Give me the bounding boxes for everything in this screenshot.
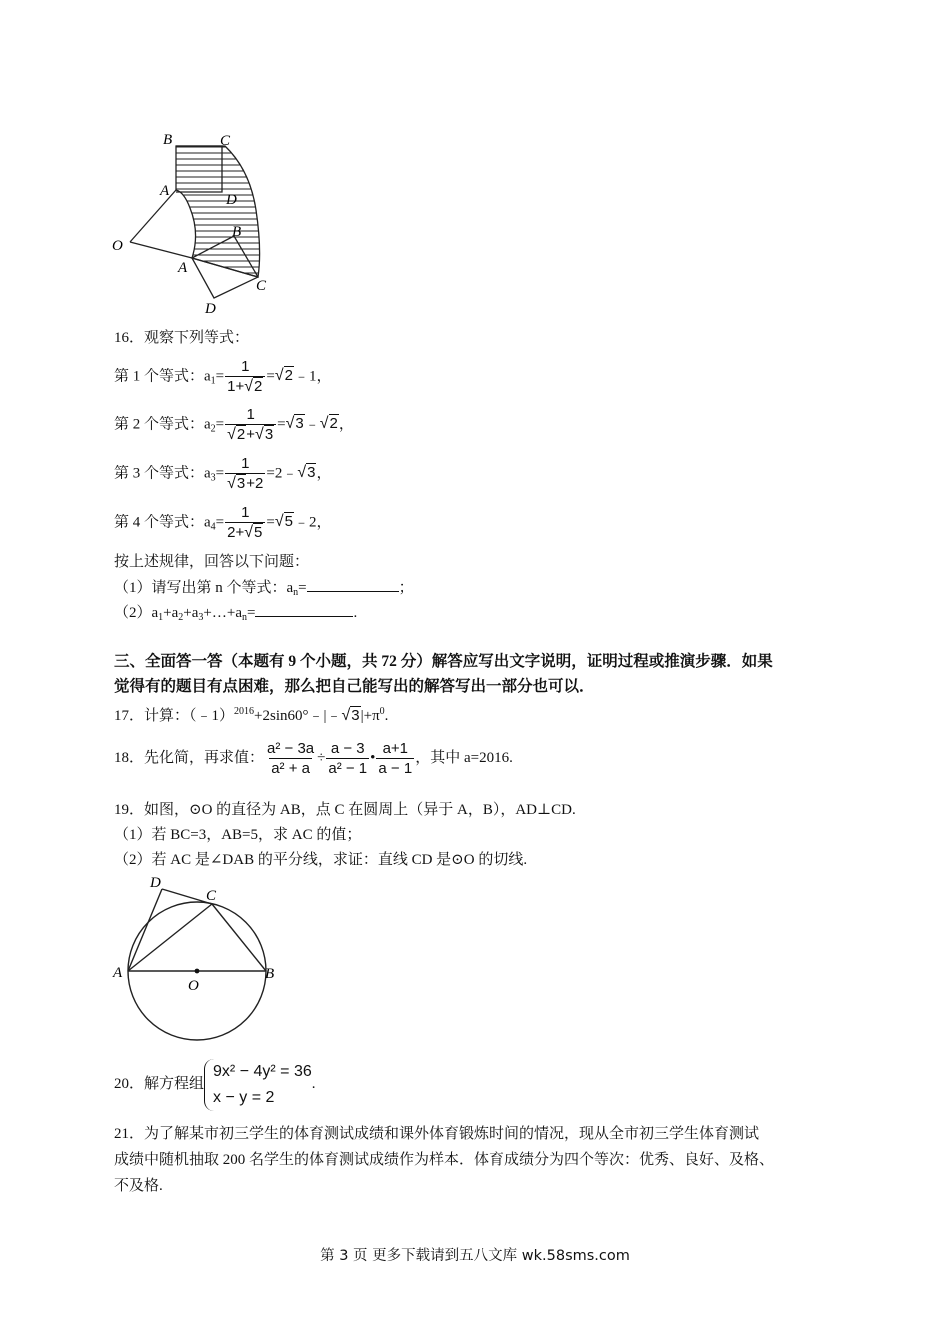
answer-blank-1[interactable] <box>307 577 399 592</box>
q21-line1: 21．为了解某市初三学生的体育测试成绩和课外体育锻炼时间的情况，现从全市初三学生体育测试 <box>114 1126 760 1142</box>
figure-circle-diagram <box>110 870 290 1042</box>
q20: 20．解方程组 9x² − 4y² = 36 x − y = 2 . <box>114 1056 315 1112</box>
section3-heading-line2: 觉得有的题目有点困难，那么把自己能写出的解答写出一部分也可以． <box>114 678 595 695</box>
q16-equation-4: 第 4 个等式：$a_4=$ $\frac{1}{2+√5}$ =√5﹣2， <box>114 504 332 541</box>
q19-line2: （1）若 BC=3，AB=5，求 AC 的值； <box>114 827 362 843</box>
q16-part-1: （1）请写出第 n 个等式：$a_n=$ ； <box>114 577 414 603</box>
q21-line3: 不及格. <box>114 1178 163 1194</box>
answer-blank-2[interactable] <box>255 602 353 617</box>
label-D-bottom: D <box>205 301 216 317</box>
label-B-bottom: B <box>232 224 242 240</box>
q19-line3: （2）若 AC 是∠DAB 的平分线，求证：直线 CD 是⊙O 的切线. <box>114 852 528 868</box>
label-A-bottom: A <box>178 260 188 276</box>
label-C-bottom: C <box>256 278 267 294</box>
label-D: D <box>150 875 161 891</box>
q16-equation-2: 第 2 个等式：$a_2=$ $\frac{1}{√2+√3}$ =√3﹣√2， <box>114 406 354 443</box>
q18: 18．先化简，再求值： $\frac{\text{a² − 3a}}{\text{a² + a}}$ ÷ $\frac{a - 3}{\text{a² − 1}}$ • $\frac{a+1}{a - 1}$ ，其中 a=2016. <box>114 739 513 777</box>
q16-rule: 按上述规律，回答以下问题： <box>114 554 310 570</box>
label-B: B <box>265 966 275 982</box>
label-O: O <box>112 238 123 254</box>
label-O: O <box>188 978 199 994</box>
label-C-top: C <box>220 133 231 149</box>
figure-rotation-diagram <box>108 126 288 322</box>
label-D-top: D <box>226 192 237 208</box>
equation-system: 9x² − 4y² = 36 x − y = 2 <box>204 1059 312 1111</box>
q16-title: 16．观察下列等式： <box>114 330 250 346</box>
q19-line1: 19．如图，⊙O 的直径为 AB，点 C 在圆周上（异于 A，B），AD⊥CD. <box>114 802 576 818</box>
q16-equation-1: 第 1 个等式：$a_1=$ $\frac{1}{1+√2}$ =√2﹣1， <box>114 358 332 395</box>
q16-equation-3: 第 3 个等式：$a_3=$ $\frac{1}{√3+2}$ =2﹣√3， <box>114 455 332 492</box>
q21-line2: 成绩中随机抽取 200 名学生的体育测试成绩作为样本．体育成绩分为四个等次：优秀、良好、及格、 <box>114 1152 775 1168</box>
q17: 17．计算：$(﹣1)^{2016}+2\sin 60^\circ﹣|﹣√3|+\pi^0$. <box>114 706 389 724</box>
q16-part-2: $(2)a_1+a_2+a_3+\dots+a_n=$ . <box>114 602 357 628</box>
page-footer: 第 3 页 更多下载请到五八文库 wk.58sms.com <box>320 1248 630 1264</box>
label-B-top: B <box>163 132 173 148</box>
label-C: C <box>206 888 217 904</box>
section3-heading-line1: 三、全面答一答（本题有 9 个小题，共 72 分）解答应写出文字说明，证明过程或推演步骤．如果 <box>114 653 773 670</box>
label-A: A <box>113 965 123 981</box>
label-A-top: A <box>160 183 170 199</box>
